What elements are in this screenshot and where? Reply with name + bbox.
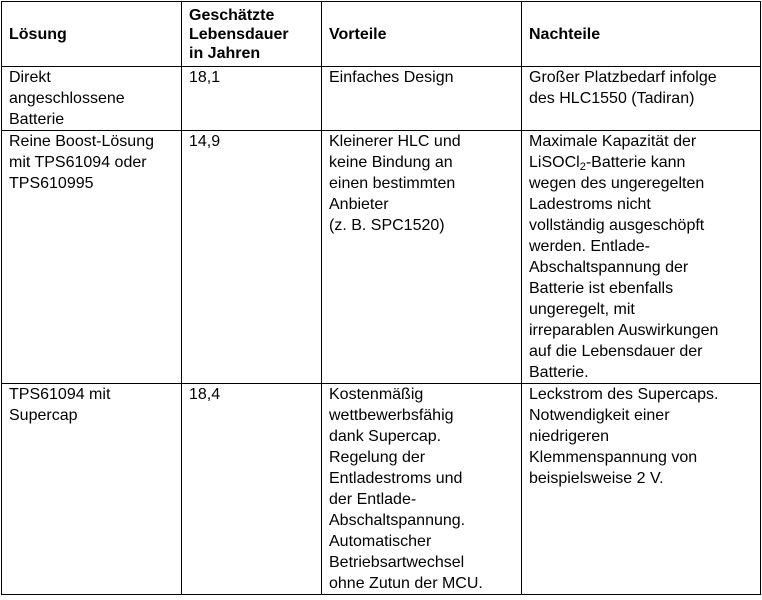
text-line: Betriebsartwechsel	[329, 554, 465, 571]
text-line: wegen des ungeregelten	[529, 175, 705, 192]
text-line: Regelung der	[329, 449, 426, 466]
text-line: Supercap	[9, 407, 78, 424]
text-line: auf die Lebensdauer der	[529, 343, 703, 360]
header-lifetime-line: Lebensdauer	[189, 25, 289, 43]
text-line: dank Supercap.	[329, 428, 442, 445]
text-line: mit TPS61094 oder	[9, 154, 147, 171]
header-disadvantages: Nachteile	[522, 2, 761, 67]
header-row	[2, 2, 761, 67]
text-line: Reine Boost-Lösung	[9, 133, 154, 150]
text-line: Klemmenspannung von	[529, 449, 698, 466]
text-line: keine Bindung an	[329, 154, 453, 171]
text-line: (z. B. SPC1520)	[329, 217, 445, 234]
subscript: 2	[579, 161, 586, 173]
cell-solution	[2, 384, 182, 595]
cell-advantages	[322, 67, 522, 131]
header-solution: Lösung	[2, 2, 182, 67]
text-line: Batterie ist ebenfalls	[529, 280, 674, 297]
cell-disadvantages	[522, 67, 761, 131]
header-advantages: Vorteile	[322, 2, 522, 67]
cell-lifetime: 18,1	[182, 67, 322, 131]
text-line: TPS610995	[9, 175, 94, 192]
text-line: niedrigeren	[529, 428, 610, 445]
text-line: beispielsweise 2 V.	[529, 470, 664, 487]
text-line: Batterie.	[529, 364, 589, 381]
cell-disadvantages	[522, 131, 761, 384]
text-line: Batterie	[9, 111, 65, 128]
table-row	[2, 384, 761, 595]
text-line: Kostenmäßig	[329, 386, 424, 403]
text-line: Einfaches Design	[329, 69, 454, 86]
header-lifetime-line: in Jahren	[189, 44, 261, 62]
text-line: Leckstrom des Supercaps.	[529, 386, 719, 403]
cell-disadvantages	[522, 384, 761, 595]
text-line: der Entlade-	[329, 491, 417, 508]
table-row	[2, 67, 761, 131]
cell-solution	[2, 131, 182, 384]
cell-advantages	[322, 131, 522, 384]
text-line: ungeregelt, mit	[529, 301, 635, 318]
text-line: Abschaltspannung der	[529, 259, 689, 276]
header-lifetime	[182, 2, 322, 67]
text-line: werden. Entlade-	[529, 238, 650, 255]
text-line: Notwendigkeit einer	[529, 407, 670, 424]
text-line: ohne Zutun der MCU.	[329, 575, 483, 592]
text-line: vollständig ausgeschöpft	[529, 217, 705, 234]
text-line: einen bestimmten	[329, 175, 456, 192]
text-line: Abschaltspannung.	[329, 512, 466, 529]
text-line-chemical	[529, 152, 760, 173]
chemical-formula: LiSOCl	[529, 154, 580, 171]
text-line: Direkt	[9, 69, 51, 86]
text-line: Ladestroms nicht	[529, 196, 651, 213]
text-line: wettbewerbsfähig	[329, 407, 454, 424]
cell-lifetime: 18,4	[182, 384, 322, 595]
cell-lifetime: 14,9	[182, 131, 322, 384]
comparison-table	[1, 1, 761, 595]
text-fragment: -Batterie kann	[585, 154, 686, 171]
text-line: des HLC1550 (Tadiran)	[529, 90, 695, 107]
text-line: Automatischer	[329, 533, 432, 550]
cell-advantages	[322, 384, 522, 595]
text-line: TPS61094 mit	[9, 386, 111, 403]
text-line: irreparablen Auswirkungen	[529, 322, 719, 339]
text-line: Anbieter	[329, 196, 389, 213]
text-line: angeschlossene	[9, 90, 125, 107]
text-line: Maximale Kapazität der	[529, 133, 697, 150]
cell-solution	[2, 67, 182, 131]
table-row	[2, 131, 761, 384]
text-line: Entladestroms und	[329, 470, 463, 487]
header-lifetime-line: Geschätzte	[189, 6, 275, 24]
text-line: Kleinerer HLC und	[329, 133, 461, 150]
text-line: Großer Platzbedarf infolge	[529, 69, 717, 86]
